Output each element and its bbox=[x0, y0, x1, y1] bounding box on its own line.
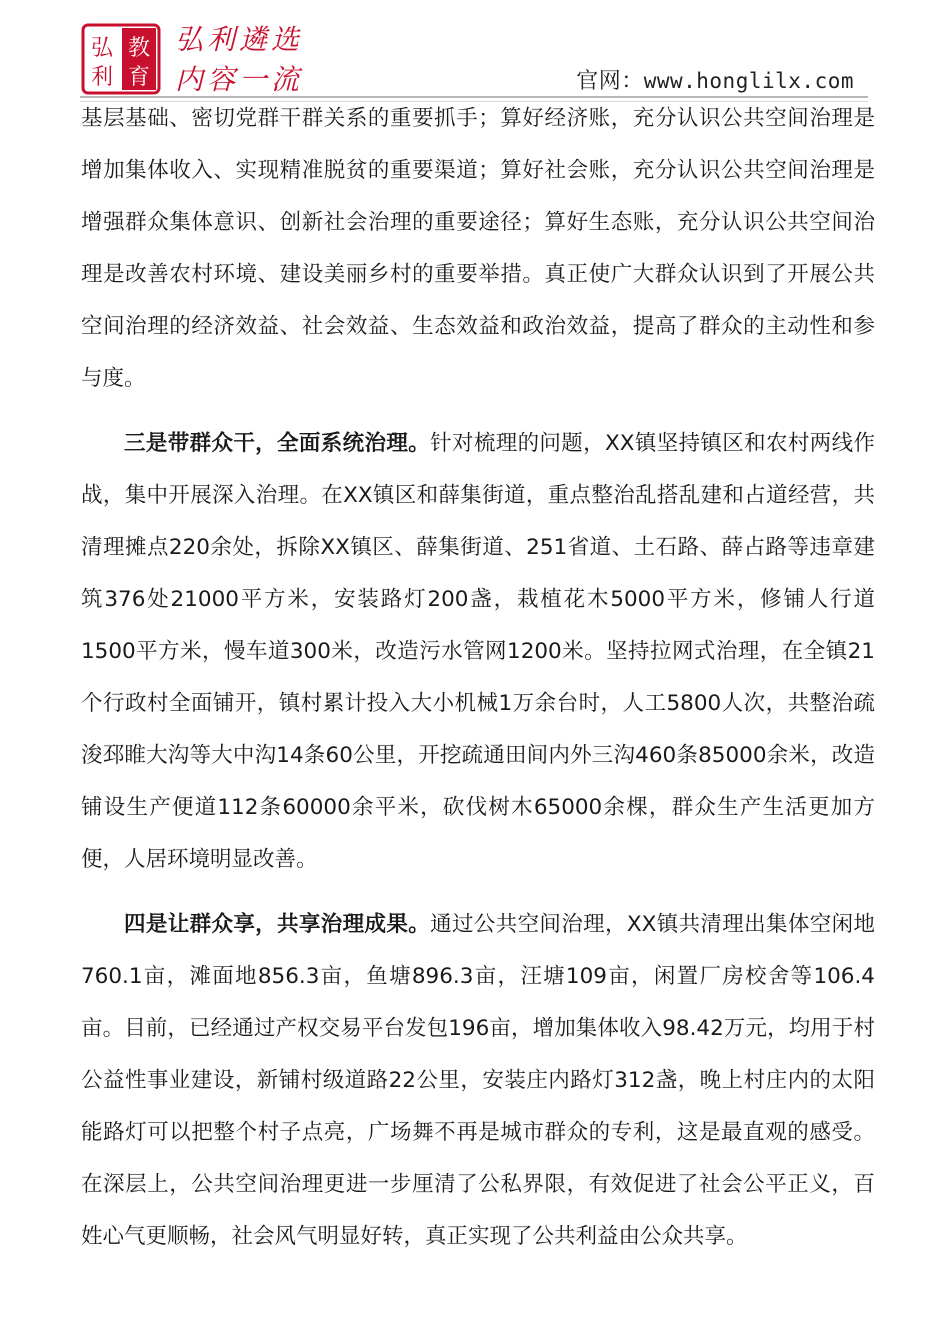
paragraph-3-text: 通过公共空间治理，XX镇共清理出集体空闲地760.1亩，滩面地856.3亩，鱼塘896.3亩，汪塘109亩，闲置厂房校舍等106.4亩。目前，已经通过产权交易平台发包196亩，增加集体收入98.42万元，均用于村公益性事业建设，新铺村级道路22公里，安装庄内路灯312盏，晚上村庄内的太阳能路灯可以把整个村子点亮，广场舞不再是城市群众的专利，这是最直观的感受。在深层上，公共空间治理更进一步厘清了公私界限，有效促进了社会公平正义，百姓心气更顺畅，社会风气明显好转，真正实现了公共利益由公众共享。 bbox=[81, 912, 875, 1249]
svg-text:育: 育 bbox=[127, 65, 151, 90]
website-info bbox=[576, 64, 854, 95]
paragraph-2-text: 针对梳理的问题，XX镇坚持镇区和农村两线作战，集中开展深入治理。在XX镇区和薛集街道，重点整治乱搭乱建和占道经营，共清理摊点220余处，拆除XX镇区、薛集街道、251省道、土石路、薛占路等违章建筑376处21000平方米，安装路灯200盏，栽植花木5000平方米，修铺人行道1500平方米，慢车道300米，改造污水管网1200米。坚持拉网式治理，在全镇21个行政村全面铺开，镇村累计投入大小机械1万余台时，人工5800人次，共整治疏浚邳睢大沟等大中沟14条60公里，开挖疏通田间内外三沟460条85000余米，改造铺设生产便道112条60000余平米，砍伐树木65000余棵，群众生产生活更加方便，人居环境明显改善。 bbox=[81, 431, 875, 872]
website-label: 官网： bbox=[576, 69, 644, 94]
website-url[interactable]: www.honglilx.com bbox=[643, 69, 854, 93]
paragraph-3 bbox=[81, 899, 875, 1263]
paragraph-2 bbox=[81, 418, 875, 886]
slogan bbox=[175, 20, 303, 100]
paragraph-1: 基层基础、密切党群干群关系的重要抓手；算好经济账，充分认识公共空间治理是增加集体收入、实现精准脱贫的重要渠道；算好社会账，充分认识公共空间治理是增强群众集体意识、创新社会治理的重要途径；算好生态账，充分认识公共空间治理是改善农村环境、建设美丽乡村的重要举措。真正使广大群众认识到了开展公共空间治理的经济效益、社会效益、生态效益和政治效益，提高了群众的主动性和参与度。 bbox=[81, 106, 875, 391]
svg-text:教: 教 bbox=[127, 36, 151, 61]
page-header bbox=[80, 14, 868, 98]
slogan-line-2: 内容一流 bbox=[175, 63, 304, 96]
paragraph-2-heading: 三是带群众干，全面系统治理。 bbox=[124, 431, 431, 456]
svg-text:利: 利 bbox=[90, 65, 114, 90]
svg-text:弘: 弘 bbox=[90, 36, 114, 61]
document-body bbox=[81, 93, 875, 1263]
hongli-seal-logo bbox=[80, 22, 162, 96]
paragraph-3-heading: 四是让群众享，共享治理成果。 bbox=[124, 912, 431, 937]
slogan-line-1: 弘利遴选 bbox=[175, 23, 304, 56]
